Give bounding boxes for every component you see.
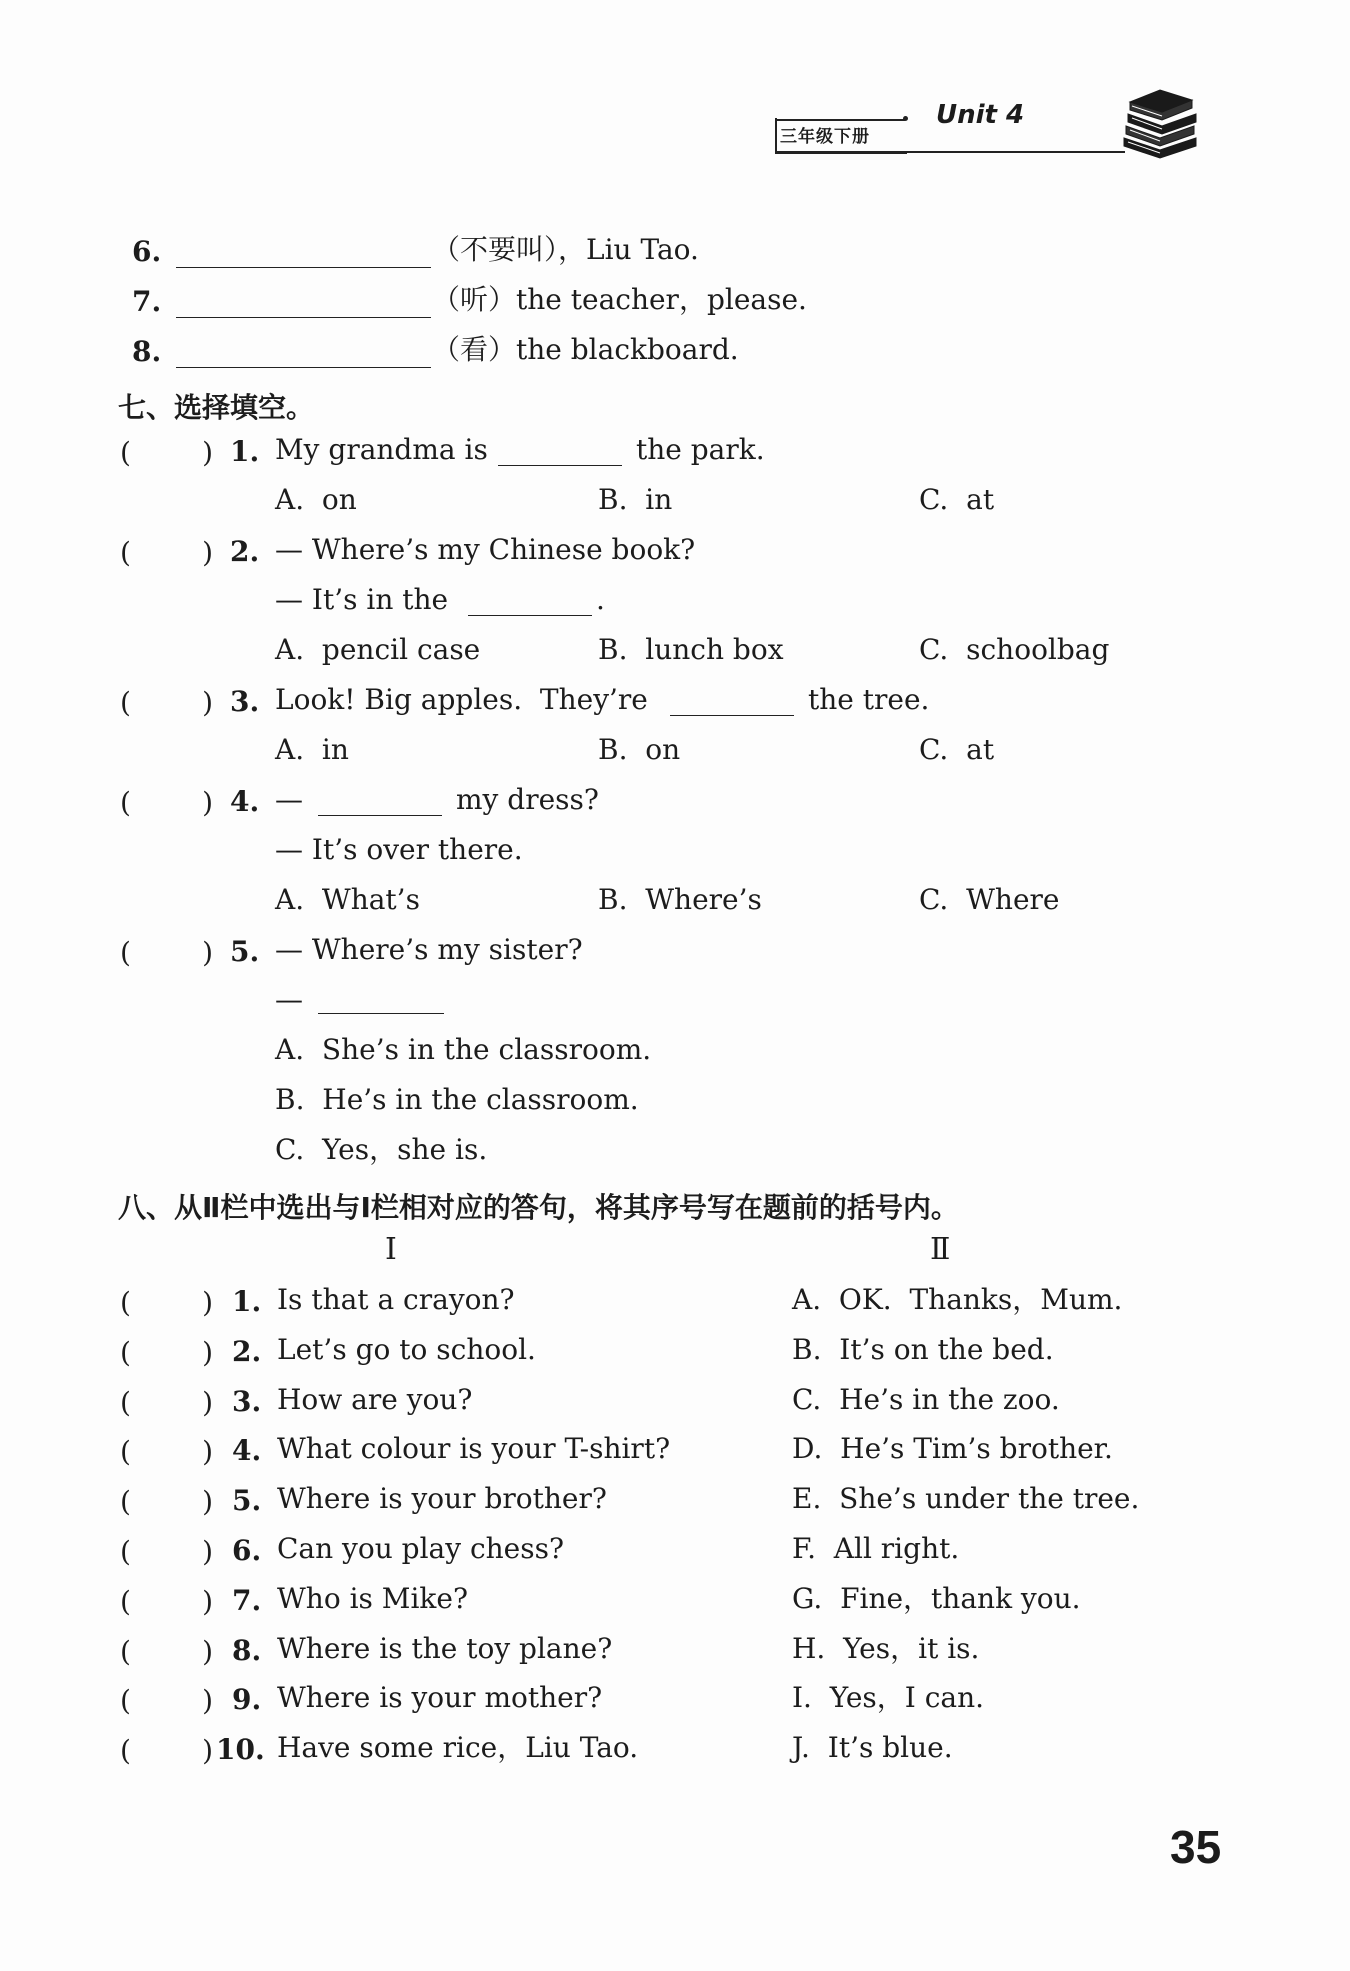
question-text: Where is your brother?	[277, 1482, 607, 1516]
answer-blank	[468, 614, 592, 616]
answer-bracket[interactable]: ( )	[120, 436, 214, 469]
question-number: 3.	[230, 685, 260, 718]
option-b: B. lunch box	[598, 633, 784, 666]
column-heading-1: Ⅰ	[385, 1232, 397, 1267]
question-number: 7.	[232, 1583, 262, 1617]
answer-option: A. OK. Thanks，Mum.	[792, 1283, 1123, 1316]
item-hint: （不要叫），Liu Tao.	[432, 233, 699, 266]
question-text: — Where’s my sister?	[275, 933, 583, 966]
question-number: 6.	[232, 1534, 262, 1567]
option-a: A. pencil case	[275, 633, 481, 666]
item-number: 6.	[132, 235, 162, 268]
item-hint: （看）the blackboard.	[432, 333, 739, 366]
question-text: My grandma is	[275, 433, 488, 466]
section-title: 八、从Ⅱ栏中选出与Ⅰ栏相对应的答句，将其序号写在题前的括号内。	[118, 1191, 959, 1224]
answer-bracket[interactable]: ( )	[120, 1335, 214, 1369]
question-text: Is that a crayon?	[277, 1283, 515, 1316]
item-hint: （听）the teacher，please.	[432, 283, 807, 316]
header-rule	[775, 151, 1125, 153]
question-number: 5.	[232, 1484, 262, 1518]
answer-option: H. Yes，it is.	[792, 1631, 980, 1665]
item-number: 7.	[132, 285, 162, 318]
answer-blank[interactable]	[176, 366, 431, 368]
option-c: C. at	[919, 483, 995, 516]
option-a: A. She’s in the classroom.	[275, 1033, 652, 1066]
answer-blank[interactable]	[176, 316, 431, 318]
book-stack-icon	[1120, 88, 1200, 160]
answer-option: F. All right.	[792, 1532, 960, 1565]
question-text: What colour is your T-shirt?	[277, 1432, 671, 1466]
question-number: 1.	[232, 1285, 262, 1318]
question-text: the park.	[636, 433, 765, 466]
answer-option: B. It’s on the bed.	[792, 1332, 1054, 1366]
answer-option: E. She’s under the tree.	[792, 1482, 1140, 1516]
question-text: — Where’s my Chinese book?	[275, 533, 696, 566]
question-text: .	[596, 583, 605, 616]
question-number: 5.	[230, 935, 260, 968]
question-text: Can you play chess?	[277, 1532, 564, 1565]
question-number: 2.	[232, 1334, 262, 1368]
option-b: B. in	[598, 483, 673, 516]
question-text: my dress?	[456, 783, 599, 816]
answer-option: J. It’s blue.	[792, 1731, 953, 1765]
option-a: A. in	[275, 733, 349, 766]
answer-bracket[interactable]: ( )	[120, 1535, 214, 1568]
question-text: Who is Mike?	[277, 1581, 468, 1615]
answer-bracket[interactable]: ( )	[120, 1584, 214, 1618]
answer-blank[interactable]	[176, 266, 431, 268]
question-text: —	[275, 983, 303, 1016]
answer-bracket[interactable]: ( )	[120, 786, 214, 819]
column-heading-2: Ⅱ	[930, 1232, 951, 1267]
answer-bracket[interactable]: ( )	[120, 1634, 214, 1668]
question-number: 8.	[232, 1633, 262, 1667]
question-text: Look! Big apples. They’re	[275, 683, 648, 716]
option-a: A. on	[275, 483, 357, 516]
question-number: 4.	[232, 1434, 262, 1468]
question-text: —	[275, 783, 303, 816]
question-number: 1.	[230, 435, 260, 468]
question-text: Where is the toy plane?	[277, 1631, 613, 1665]
question-text: How are you?	[277, 1382, 473, 1416]
option-b: B. on	[598, 733, 681, 766]
header-grade: 三年级下册	[780, 127, 870, 147]
question-number: 3.	[232, 1384, 262, 1418]
answer-blank	[670, 714, 794, 716]
section-title: 七、选择填空。	[118, 391, 315, 424]
answer-bracket[interactable]: ( )	[120, 1684, 214, 1718]
option-b: B. He’s in the classroom.	[275, 1083, 639, 1116]
answer-bracket[interactable]: ( )	[120, 686, 214, 719]
option-c: C. Where	[919, 883, 1060, 916]
question-text: Have some rice，Liu Tao.	[277, 1731, 639, 1765]
question-text: the tree.	[808, 683, 930, 716]
answer-option: C. He’s in the zoo.	[792, 1382, 1060, 1416]
answer-option: I. Yes，I can.	[792, 1681, 985, 1715]
question-number: 10.	[216, 1733, 265, 1767]
answer-bracket[interactable]: ( )	[120, 1286, 214, 1319]
answer-bracket[interactable]: ( )	[120, 1435, 214, 1469]
option-b: B. Where’s	[598, 883, 762, 916]
answer-bracket[interactable]: ( )	[120, 936, 214, 969]
question-text: — It’s in the	[275, 583, 449, 616]
option-c: C. at	[919, 733, 995, 766]
answer-blank	[318, 814, 442, 816]
question-number: 2.	[230, 535, 260, 568]
item-number: 8.	[132, 335, 162, 368]
option-c: C. schoolbag	[919, 633, 1110, 666]
option-c: C. Yes，she is.	[275, 1133, 488, 1166]
page-number: 35	[1170, 1821, 1222, 1873]
question-text: — It’s over there.	[275, 833, 523, 866]
answer-bracket[interactable]: ( )	[120, 536, 214, 569]
option-a: A. What’s	[275, 883, 420, 916]
answer-blank	[498, 464, 622, 466]
question-text: Let’s go to school.	[277, 1332, 536, 1366]
answer-option: D. He’s Tim’s brother.	[792, 1432, 1113, 1466]
answer-bracket[interactable]: ( )	[120, 1385, 214, 1419]
answer-blank	[318, 1012, 444, 1014]
header-unit: Unit 4	[936, 100, 1025, 130]
answer-option: G. Fine，thank you.	[792, 1581, 1081, 1615]
question-number: 4.	[230, 785, 260, 818]
question-text: Where is your mother?	[277, 1681, 603, 1715]
answer-bracket[interactable]: ( )	[120, 1734, 214, 1768]
answer-bracket[interactable]: ( )	[120, 1485, 214, 1519]
question-number: 9.	[232, 1683, 262, 1717]
header-dot	[903, 116, 908, 121]
